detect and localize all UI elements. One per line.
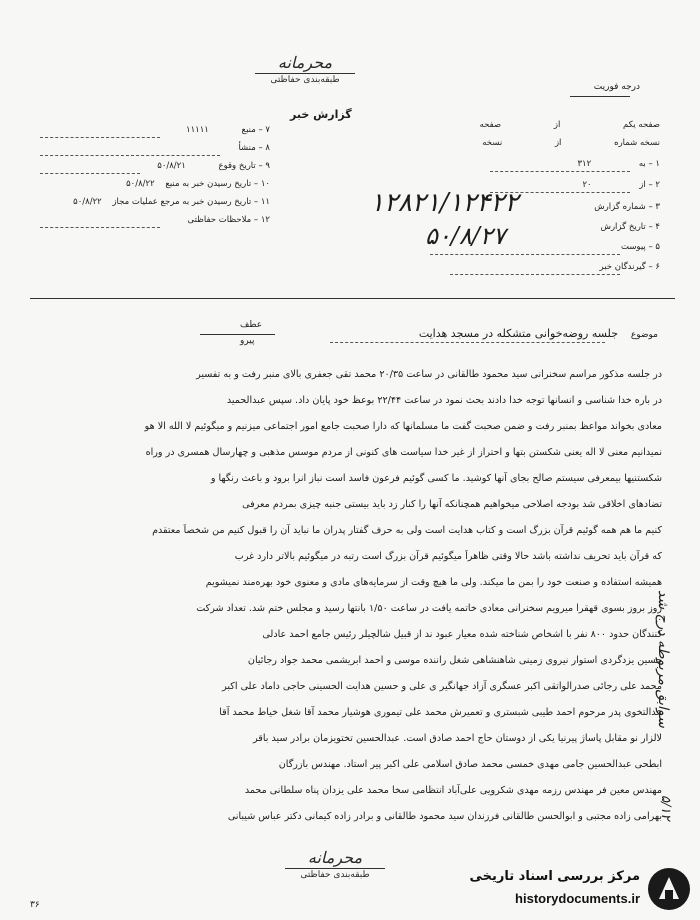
body-line: در باره خدا شناسی و انسانها توجه خدا دادند بحث نمود در ساعت ۲۲/۴۴ بوعظ خود پایان داد. سپس عبدالحمید bbox=[226, 395, 662, 406]
body-line: کنندگان حدود ۸۰۰ نفر با اشخاص شناخته شده معیار عبود ند از قبیل شالچیلر رئیس جامع احمد عادلی bbox=[262, 629, 662, 640]
archive-logo-icon bbox=[646, 866, 692, 912]
right-field-row: ۴ – تاریخ گزارش bbox=[600, 222, 660, 232]
archive-logo-url: historydocuments.ir bbox=[515, 891, 640, 906]
body-line: در جلسه مذکور مراسم سخنرانی سید محمود طالقانی در ساعت ۲۰/۳۵ محمد تقی جعفری بالای منبر رفت و به تفسیر bbox=[196, 369, 662, 380]
right-field-row: ۵ – پیوست bbox=[620, 242, 660, 252]
body-line: تضادهای اخلاقی شد بودجه اصلاحی میخواهیم همچنانکه آنها را کنار زد باید بیستی جنبه چیزی بمردم معرفی bbox=[242, 499, 662, 510]
body-line: مهندس معین فر مهندس رزمه مهدی شکرویی علی‌آباد انتظامی سخا محمد علی یزدان پناه سلطانی محمد bbox=[244, 785, 662, 796]
peyro-label: پیرو bbox=[240, 336, 255, 346]
margin-handwritten-date: ۵/۱۲ bbox=[658, 795, 673, 821]
body-line: نمیدانیم معنی لا اله یعنی شکستن بتها و احتراز از غیر خدا سیاست های کنونی از مردم موسس مذهبی و چهارسال همسری در وراه bbox=[145, 447, 662, 458]
priority-label: درجه فوریت bbox=[593, 82, 640, 92]
left-field-row: ۱۱ – تاریخ رسیدن خبر به مرجع عملیات مجاز ۵۰/۸/۲۲ bbox=[73, 197, 270, 207]
left-field-row: ۹ – تاریخ وقوع ۵۰/۸/۲۱ bbox=[157, 161, 270, 171]
left-field-row: ۱۲ – ملاحظات حفاظتی bbox=[187, 215, 270, 225]
body-line: معادی بخواند مواعظ بمنبر رفت و ضمن صحبت گفت ما مسلمانها که دارا صحبت جامع امور اجتماعی میزنیم و میگوئیم لا الله الا هو bbox=[144, 421, 662, 432]
top-stamp-handwritten: محرمانه bbox=[277, 53, 333, 72]
body-line: عدالتخوی پدر مرحوم احمد طیبی شبستری و تعمیرش محمد علی تیموری هوشیار محمد آقا شغل خیاط محمد آقا bbox=[219, 707, 662, 718]
body-line: لالزار نو مقابل پاساژ پیرنیا یکی از دوستان حاج احمد صادق است. عبدالحسین تختویزمان برادر سید باقر bbox=[253, 733, 662, 744]
body-line: که قرآن باید تحریف نداشته باشد حالا وقتی ظاهراً میگوئیم قرآن بزرگ است رتبه در میگوئیم بالاتر دارد غرب bbox=[234, 551, 662, 562]
body-line: کنیم ما هم همه گوئیم قرآن بزرگ است و کتاب هدایت است ولی به حرف گفتار پدران ما نباید آن را قبول کنیم من شخصاً معتقدم bbox=[152, 525, 662, 536]
right-field-row: ۶ – گیرندگان خبر bbox=[599, 262, 660, 272]
body-line: بهرامی زاده مجتبی و ابوالحسن طالقانی فرزندان سید محمود طالقانی و برادر زاده کیمانی دکتر عباس شیبانی bbox=[227, 811, 662, 822]
right-field-row: نسخه شماره از نسخه bbox=[482, 138, 660, 148]
footer-stamp-handwritten: محرمانه bbox=[307, 848, 363, 867]
footer-stamp-label: طبقه‌بندی حفاظتی bbox=[285, 868, 385, 880]
body-line: شکستنیها بیمعرفی سیستم صالح بجای آنها کوشید. ما کسی گوئیم فرعون فاسد است نباز انرا برود و باعث رنگها و bbox=[210, 473, 662, 484]
right-field-row: ۱ – به ۳۱۲ bbox=[577, 159, 660, 169]
body-line: حسین یزدگردی استوار نیروی زمینی شاهنشاهی شغل راننده موسی و احمد ابریشمی محمد جواد رجائیان bbox=[247, 655, 662, 666]
subject-text: جلسه روضه‌خوانی متشکله در مسجد هدایت bbox=[418, 327, 618, 340]
subject-label: موضوع bbox=[630, 330, 658, 340]
footer-classification-stamp bbox=[260, 850, 410, 880]
archive-logo-name: مرکز بررسی اسناد تاریخی bbox=[469, 869, 640, 884]
top-classification-stamp bbox=[230, 55, 380, 85]
right-field-row: ۲ – از ۲۰ bbox=[582, 180, 660, 190]
left-field-row: ۸ – منشأ bbox=[238, 143, 270, 153]
handwritten-report-date: ۵۰/۸/۲۷ bbox=[425, 222, 506, 250]
report-title: گزارش خبر bbox=[290, 108, 352, 121]
left-field-row: ۱۰ – تاریخ رسیدن خبر به منبع ۵۰/۸/۲۲ bbox=[126, 179, 270, 189]
handwritten-report-number: ۱۲۸۲۱/۱۲۴۲۲ bbox=[370, 188, 519, 218]
body-line: همیشه استفاده و صنعت خود را بمن ما میکند. ولی ما هیچ وقت از سرمایه‌های مادی و معنوی خود بهره‌مند نمیشویم bbox=[205, 577, 662, 588]
body-line: روز بروز بسوی قهقرا میرویم سخنرانی معادی خاتمه یافت در ساعت ۱/۵۰ بانتها رسید و مجلس ختم شد. تعداد شرکت bbox=[196, 603, 662, 614]
right-field-row: ۳ – شماره گزارش bbox=[594, 202, 660, 212]
atf-label: عطف bbox=[240, 320, 263, 330]
body-line: محمد علی رجائی صدرالواتقی اکبر عسگری آزاد جهانگیر ی علی و حسین هدایت الحسینی حاجی داماد علی اکبر bbox=[222, 681, 662, 692]
page-number: ۳۶ bbox=[30, 900, 40, 910]
right-field-row: صفحه یکم از صفحه bbox=[479, 120, 660, 130]
left-field-row: ۷ – منبع ۱۱۱۱۱ bbox=[186, 125, 270, 135]
top-stamp-label: طبقه‌بندی حفاظتی bbox=[255, 73, 355, 85]
archive-logo bbox=[462, 866, 692, 912]
margin-handwritten-note: سوابق مربوطه درج شد bbox=[655, 590, 671, 728]
body-line: ابطحی عبدالحسین جامی مهدی خمسی محمد صادق اسلامی علی اکبر پیر استاد. مهندس بازرگان bbox=[278, 759, 662, 770]
